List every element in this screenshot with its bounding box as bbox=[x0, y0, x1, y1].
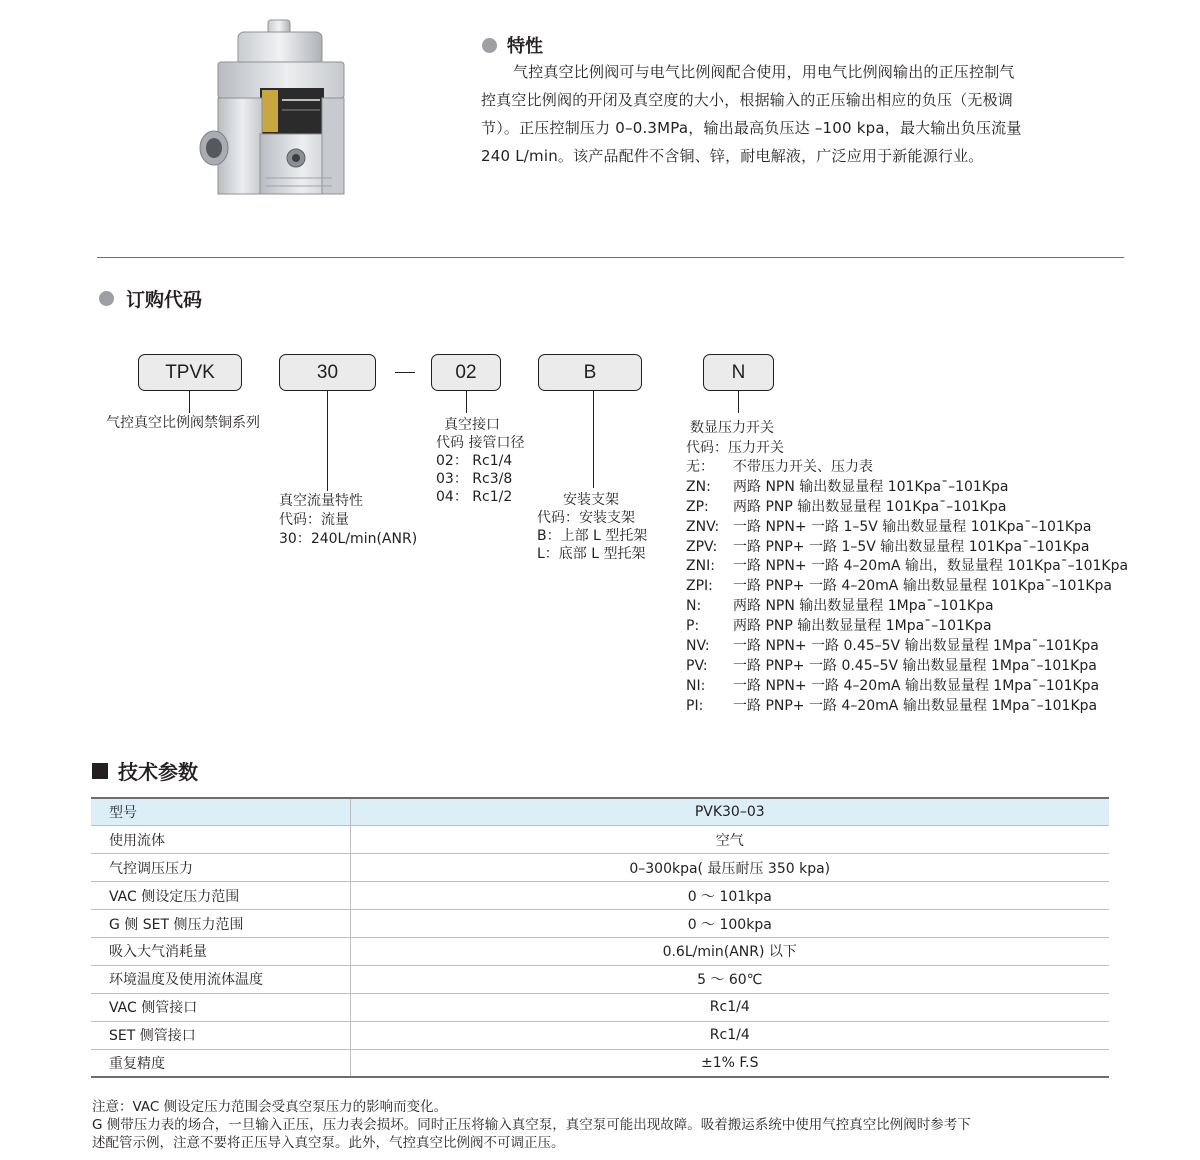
table-row bbox=[91, 993, 1109, 1021]
connector-line bbox=[466, 391, 467, 413]
features-heading bbox=[482, 32, 543, 58]
switch-option-code: NI: bbox=[686, 677, 706, 694]
code-box-flow: 30 bbox=[279, 354, 376, 391]
switch-heading: 数显压力开关 bbox=[690, 420, 774, 436]
features-line: 节）。正压控制压力 0–0.3MPa，输出最高负压达 –100 kpa，最大输出负压流量 bbox=[481, 119, 1022, 137]
flow-code-line: 代码：流量 bbox=[279, 512, 349, 528]
param-value-cell: 0.6L/min(ANR) 以下 bbox=[350, 937, 1109, 965]
switch-option-row bbox=[686, 657, 1128, 677]
table-header-row bbox=[91, 798, 1109, 826]
code-box-switch: N bbox=[703, 354, 774, 391]
switch-option-row bbox=[686, 557, 1128, 577]
port-code-line: 02： Rc1/4 bbox=[436, 453, 513, 469]
port-code-line: 代码 接管口径 bbox=[436, 435, 525, 451]
param-value-cell: 空气 bbox=[350, 826, 1109, 854]
bullet-dot-icon bbox=[99, 291, 114, 306]
switch-option-code: PI: bbox=[686, 697, 704, 714]
tech-params-heading bbox=[92, 756, 198, 785]
switch-option-row bbox=[686, 498, 1128, 518]
connector-line bbox=[327, 391, 328, 491]
param-value-cell: 5 ～ 60℃ bbox=[350, 965, 1109, 993]
port-heading: 真空接口 bbox=[444, 417, 500, 433]
param-name-cell: 气控调压压力 bbox=[91, 854, 350, 882]
switch-option-row bbox=[686, 637, 1128, 657]
switch-option-row bbox=[686, 617, 1128, 637]
switch-option-row bbox=[686, 677, 1128, 697]
param-value-cell: Rc1/4 bbox=[350, 1021, 1109, 1049]
features-line: 气控真空比例阀可与电气比例阀配合使用，用电气比例阀输出的正压控制气 bbox=[513, 63, 1015, 81]
param-name-cell: VAC 侧管接口 bbox=[91, 993, 350, 1021]
connector-line bbox=[189, 391, 190, 413]
series-description bbox=[106, 414, 260, 432]
param-name-cell: 型号 bbox=[91, 798, 350, 826]
param-name-cell: VAC 侧设定压力范围 bbox=[91, 882, 350, 910]
tech-params-title: 技术参数 bbox=[118, 760, 198, 784]
switch-option-desc: 两路 NPN 输出数显量程 1Mpa¯–101Kpa bbox=[733, 598, 994, 615]
switch-option-desc: 一路 PNP+ 一路 0.45–5V 输出数显量程 1Mpa¯–101Kpa bbox=[733, 657, 1097, 674]
param-value-cell: Rc1/4 bbox=[350, 993, 1109, 1021]
square-bullet-icon bbox=[92, 763, 108, 779]
switch-code-line: 代码：压力开关 bbox=[686, 440, 784, 456]
bullet-dot-icon bbox=[482, 38, 497, 53]
note-line: 注意：VAC 侧设定压力范围会受真空泵压力的影响而变化。 bbox=[92, 1099, 448, 1115]
code-box-port: 02 bbox=[431, 354, 501, 391]
switch-option-desc: 一路 PNP+ 一路 1–5V 输出数显量程 101Kpa¯–101Kpa bbox=[733, 538, 1090, 555]
switch-option-row bbox=[686, 577, 1128, 597]
table-row bbox=[91, 910, 1109, 938]
flow-description bbox=[279, 492, 417, 549]
table-row bbox=[91, 826, 1109, 854]
switch-option-row bbox=[686, 518, 1128, 538]
switch-option-list bbox=[686, 458, 1128, 717]
features-line: 控真空比例阀的开闭及真空度的大小，根据输入的正压输出相应的负压（无极调 bbox=[481, 91, 1014, 109]
connector-line bbox=[593, 391, 594, 488]
flow-heading: 真空流量特性 bbox=[279, 493, 363, 509]
bracket-description bbox=[537, 491, 647, 563]
valve-photo-icon bbox=[196, 18, 356, 200]
switch-option-desc: 一路 NPN+ 一路 0.45–5V 输出数显量程 1Mpa¯–101Kpa bbox=[733, 638, 1099, 655]
switch-option-desc: 一路 PNP+ 一路 4–20mA 输出数显量程 101Kpa¯–101Kpa bbox=[733, 578, 1113, 595]
switch-option-desc: 两路 PNP 输出数显量程 101Kpa¯–101Kpa bbox=[733, 498, 1007, 515]
switch-option-desc: 两路 NPN 输出数显量程 101Kpa¯–101Kpa bbox=[733, 478, 1009, 495]
switch-option-row bbox=[686, 538, 1128, 558]
switch-option-code: PV: bbox=[686, 657, 708, 674]
switch-option-code: NV: bbox=[686, 638, 710, 655]
features-line: 240 L/min。该产品配件不含铜、锌，耐电解液，广泛应用于新能源行业。 bbox=[481, 147, 984, 165]
note-line: 述配管示例，注意不要将正压导入真空泵。此外，气控真空比例阀不可调正压。 bbox=[92, 1135, 565, 1151]
switch-option-row bbox=[686, 478, 1128, 498]
table-row bbox=[91, 854, 1109, 882]
switch-option-row bbox=[686, 597, 1128, 617]
port-description bbox=[436, 416, 524, 506]
table-row bbox=[91, 965, 1109, 993]
switch-option-code: ZP: bbox=[686, 498, 709, 515]
param-value-cell: 0 ～ 100kpa bbox=[350, 910, 1109, 938]
code-box-series: TPVK bbox=[138, 354, 242, 391]
switch-option-desc: 一路 PNP+ 一路 4–20mA 输出数显量程 1Mpa¯–101Kpa bbox=[733, 697, 1098, 714]
table-row bbox=[91, 1049, 1109, 1077]
note-text bbox=[92, 1098, 1132, 1152]
switch-option-code: ZN: bbox=[686, 478, 711, 495]
param-value-cell: ±1% F.S bbox=[350, 1049, 1109, 1077]
switch-option-code: ZNI: bbox=[686, 558, 715, 575]
switch-option-row bbox=[686, 697, 1128, 717]
param-name-cell: 使用流体 bbox=[91, 826, 350, 854]
bracket-code-line: L：底部 L 型托架 bbox=[537, 546, 646, 562]
switch-option-desc: 一路 NPN+ 一路 4–20mA 输出数显量程 1Mpa¯–101Kpa bbox=[733, 677, 1100, 694]
series-label: 气控真空比例阀禁铜系列 bbox=[106, 415, 260, 431]
order-code-heading bbox=[99, 285, 202, 312]
order-code-title: 订购代码 bbox=[126, 289, 203, 311]
switch-option-row bbox=[686, 458, 1128, 478]
features-text bbox=[481, 58, 1111, 170]
connector-line bbox=[738, 391, 739, 413]
switch-option-code: ZPI: bbox=[686, 578, 713, 595]
table-row bbox=[91, 937, 1109, 965]
param-name-cell: G 侧 SET 侧压力范围 bbox=[91, 910, 350, 938]
param-name-cell: 吸入大气消耗量 bbox=[91, 937, 350, 965]
bracket-code-line: B：上部 L 型托架 bbox=[537, 528, 648, 544]
section-divider bbox=[97, 257, 1124, 258]
switch-option-code: P: bbox=[686, 618, 700, 635]
switch-option-desc: 两路 PNP 输出数显量程 1Mpa¯–101Kpa bbox=[733, 618, 992, 635]
bracket-code-line: 代码：安装支架 bbox=[537, 510, 635, 526]
switch-option-desc: 不带压力开关、压力表 bbox=[733, 459, 873, 475]
bracket-heading: 安装支架 bbox=[563, 492, 619, 508]
param-name-cell: 环境温度及使用流体温度 bbox=[91, 965, 350, 993]
flow-code-line: 30：240L/min(ANR) bbox=[279, 531, 418, 547]
product-image bbox=[196, 18, 356, 200]
code-separator bbox=[395, 372, 415, 373]
port-code-line: 03： Rc3/8 bbox=[436, 471, 513, 487]
param-name-cell: 重复精度 bbox=[91, 1049, 350, 1077]
switch-option-code: ZPV: bbox=[686, 538, 718, 555]
param-value-cell: PVK30–03 bbox=[350, 798, 1109, 826]
features-title: 特性 bbox=[507, 36, 543, 57]
spec-table bbox=[91, 797, 1109, 1078]
table-row bbox=[91, 1021, 1109, 1049]
switch-description bbox=[686, 418, 1128, 717]
port-code-line: 04： Rc1/2 bbox=[436, 489, 513, 505]
switch-option-desc: 一路 NPN+ 一路 1–5V 输出数显量程 101Kpa¯–101Kpa bbox=[733, 518, 1092, 535]
switch-option-code: 无： bbox=[686, 459, 714, 475]
switch-option-code: N: bbox=[686, 598, 702, 615]
param-name-cell: SET 侧管接口 bbox=[91, 1021, 350, 1049]
table-row bbox=[91, 882, 1109, 910]
param-value-cell: 0–300kpa( 最压耐压 350 kpa) bbox=[350, 854, 1109, 882]
switch-option-desc: 一路 NPN+ 一路 4–20mA 输出，数显量程 101Kpa¯–101Kpa bbox=[733, 558, 1129, 575]
note-line: G 侧带压力表的场合，一旦输入正压，压力表会损坏。同时正压将输入真空泵，真空泵可能出现故障。吸着搬运系统中使用气控真空比例阀时参考下 bbox=[92, 1117, 971, 1133]
param-value-cell: 0 ～ 101kpa bbox=[350, 882, 1109, 910]
code-box-bracket: B bbox=[538, 354, 642, 391]
switch-option-code: ZNV: bbox=[686, 518, 720, 535]
